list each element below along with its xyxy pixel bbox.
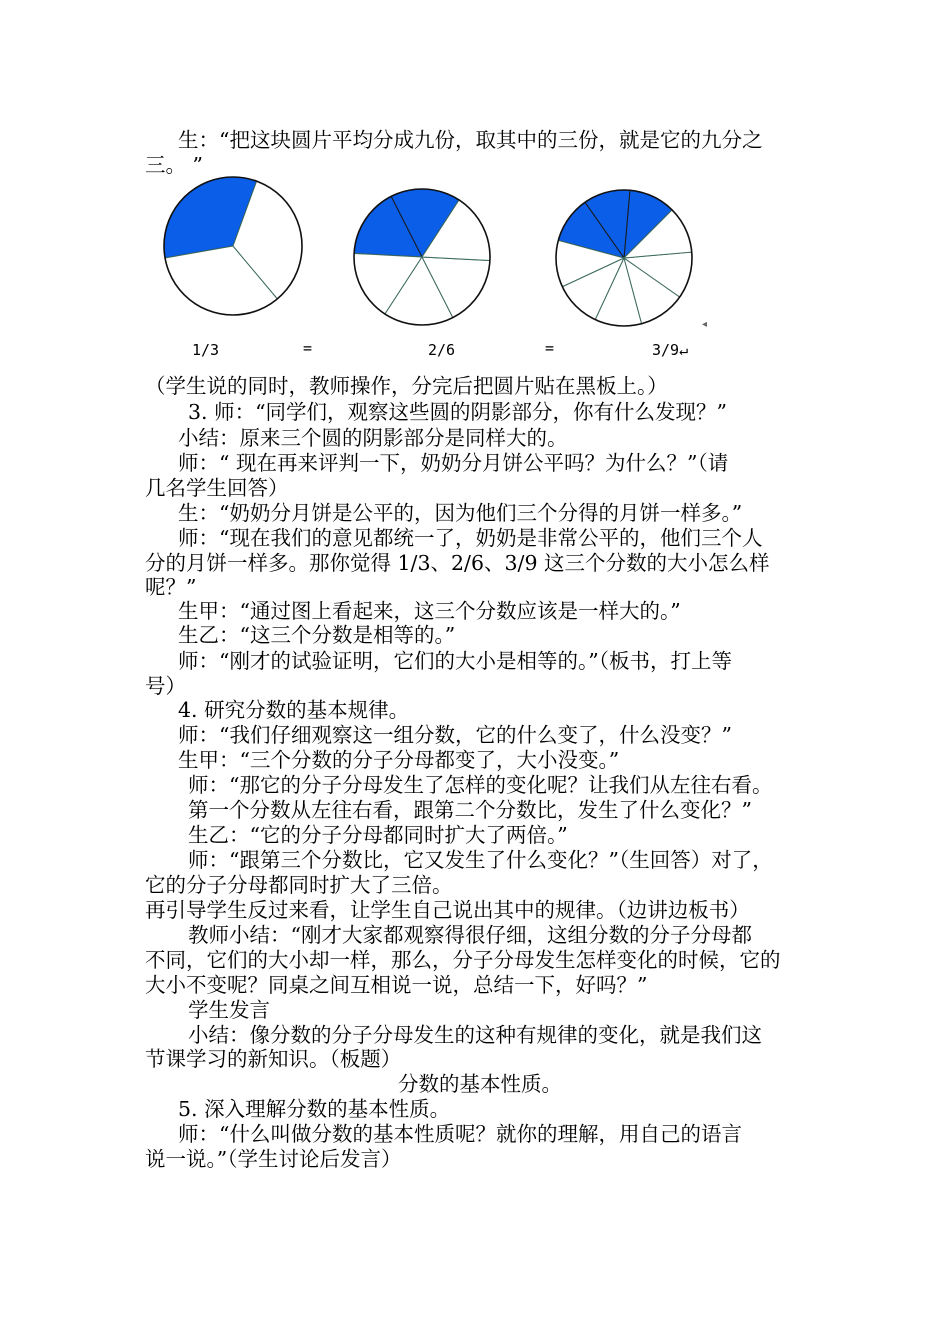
text-line: 师：“什么叫做分数的基本性质呢？就你的理解，用自己的语言 bbox=[178, 1122, 742, 1146]
pie-two-sixths bbox=[354, 189, 490, 325]
text-line: 师：“ 现在再来评判一下，奶奶分月饼公平吗？为什么？”（请 bbox=[178, 451, 729, 475]
text-line: 节课学习的新知识。（板题） bbox=[145, 1047, 402, 1071]
pie-three-ninths bbox=[556, 190, 692, 326]
fraction-label-3-9: 3/9↵ bbox=[652, 341, 689, 359]
text-line: 小结：像分数的分子分母发生的这种有规律的变化，就是我们这 bbox=[188, 1023, 762, 1047]
text-line: 4. 研究分数的基本规律。 bbox=[178, 698, 410, 722]
text-line: 5. 深入理解分数的基本性质。 bbox=[178, 1097, 451, 1121]
text-line: 不同，它们的大小却一样，那么，分子分母发生怎样变化的时候，它的 bbox=[145, 948, 781, 972]
text-line: 学生发言 bbox=[188, 998, 270, 1022]
text-line: 师：“现在我们的意见都统一了，奶奶是非常公平的，他们三个人 bbox=[178, 526, 763, 550]
text-line: 生乙：“这三个分数是相等的。” bbox=[178, 623, 456, 647]
image-anchor-mark: ◂ bbox=[702, 319, 708, 330]
pie-one-third bbox=[164, 177, 302, 315]
text-line: 师：“那它的分子分母发生了怎样的变化呢？让我们从左往右看。 bbox=[188, 773, 773, 797]
board-title-line: 分数的基本性质。 bbox=[398, 1072, 562, 1096]
text-line: 生甲：“三个分数的分子分母都变了，大小没变。” bbox=[178, 748, 620, 772]
text-line: （学生说的同时，教师操作，分完后把圆片贴在黑板上。） bbox=[145, 374, 668, 398]
text-line: 呢？” bbox=[145, 575, 197, 599]
text-line: 师：“刚才的试验证明，它们的大小是相等的。”（板书，打上等 bbox=[178, 649, 732, 673]
text-line: 师：“我们仔细观察这一组分数，它的什么变了，什么没变？” bbox=[178, 723, 732, 747]
text-line: 分的月饼一样多。那你觉得 1/3、2/6、3/9 这三个分数的大小怎么样 bbox=[145, 551, 770, 575]
text-line: 再引导学生反过来看，让学生自己说出其中的规律。（边讲边板书） bbox=[145, 898, 750, 922]
fraction-label-1-3: 1/3 bbox=[192, 341, 220, 359]
fraction-label-2-6: 2/6 bbox=[428, 341, 456, 359]
fraction-circles-svg bbox=[150, 165, 710, 365]
text-line: 号） bbox=[145, 674, 186, 698]
text-line: 师：“跟第三个分数比，它又发生了什么变化？”（生回答）对了， bbox=[188, 848, 773, 872]
equals-sign: = bbox=[303, 339, 313, 357]
text-line: 大小不变呢？同桌之间互相说一说，总结一下，好吗？” bbox=[145, 973, 648, 997]
text-line: 3. 师：“同学们，观察这些圆的阴影部分，你有什么发现？” bbox=[188, 400, 728, 424]
text-line: 它的分子分母都同时扩大了三倍。 bbox=[145, 873, 453, 897]
text-line: 小结：原来三个圆的阴影部分是同样大的。 bbox=[178, 426, 568, 450]
text-line: 第一个分数从左往右看，跟第二个分数比，发生了什么变化？” bbox=[188, 798, 752, 822]
text-line: 教师小结：“刚才大家都观察得很仔细，这组分数的分子分母都 bbox=[188, 923, 752, 947]
text-line: 几名学生回答） bbox=[145, 476, 289, 500]
text-line: 生甲：“通过图上看起来，这三个分数应该是一样大的。” bbox=[178, 599, 681, 623]
fraction-circles-figure bbox=[150, 165, 710, 365]
text-line: 生：“把这块圆片平均分成九份，取其中的三份，就是它的九分之 bbox=[178, 128, 763, 152]
text-line: 说一说。”（学生讨论后发言） bbox=[145, 1147, 402, 1171]
text-line: 三。 ” bbox=[145, 153, 203, 177]
text-line: 生乙：“它的分子分母都同时扩大了两倍。” bbox=[188, 823, 568, 847]
equals-sign: = bbox=[545, 339, 555, 357]
text-line: 生：“奶奶分月饼是公平的，因为他们三个分得的月饼一样多。” bbox=[178, 501, 743, 525]
